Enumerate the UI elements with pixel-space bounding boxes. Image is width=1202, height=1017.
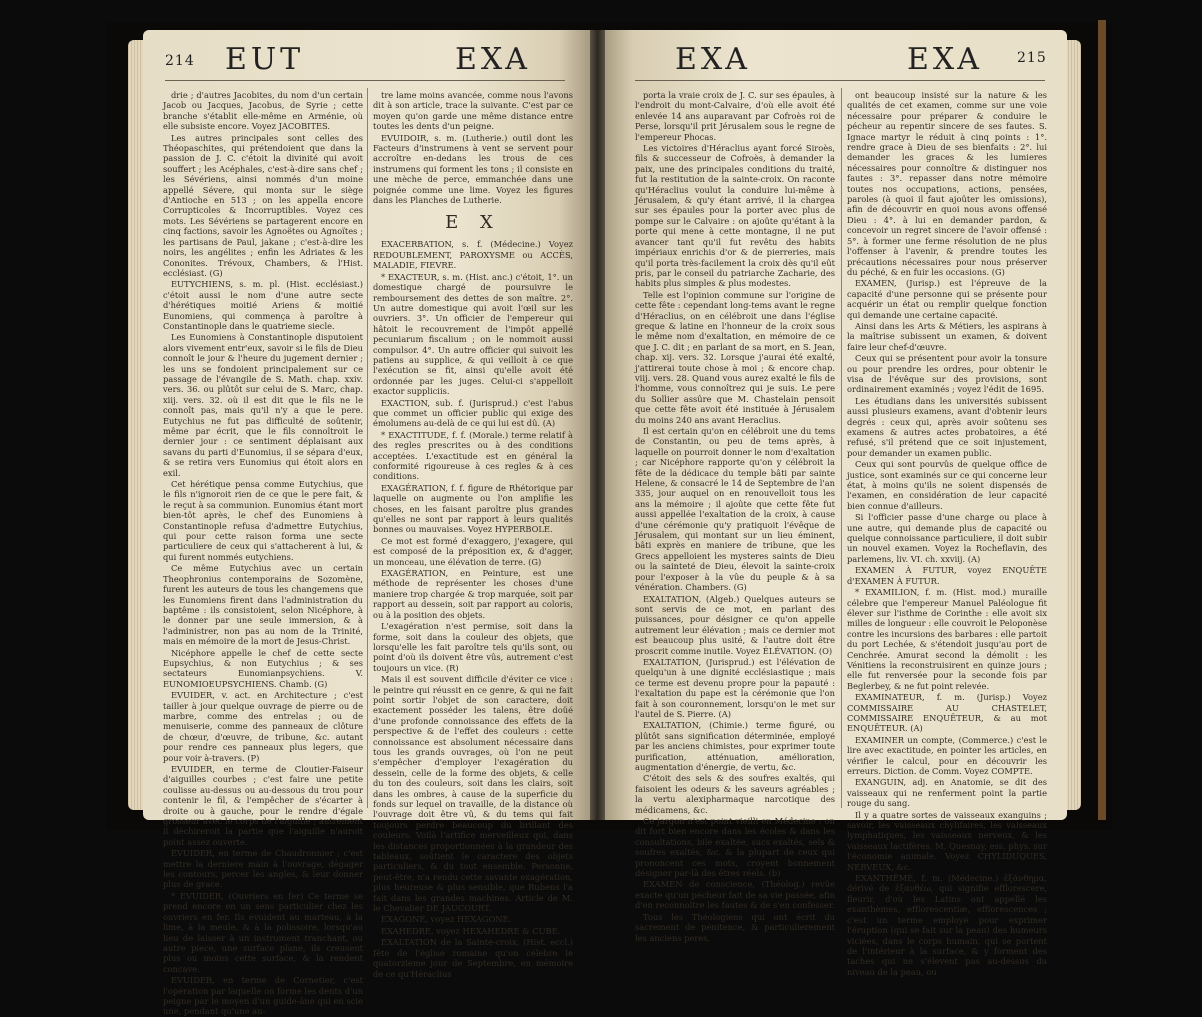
left-column-2 [373,90,573,979]
paragraph: EXAMEN, (Jurisp.) est l'épreuve de la capacité d'une personne qui se présente pour acquérir un état ou remplir quelque fonction qui demande une certaine capacité. [847,278,1047,320]
left-head-word-2: EXA [455,42,531,77]
left-head-word-1: EUT [225,42,305,77]
paragraph: EXAMINER un compte, (Commerce.) c'est le lire avec exactitude, en pointer les articles, en vérifier le calcul, pour en découvrir les erreurs. Diction. de Comm. Voyez COMPTE. [847,734,1047,776]
paragraph: Ainsi dans les Arts & Métiers, les aspirans à la maîtrise subissent un examen, & doivent faire leur chef-d'œuvre. [847,320,1047,352]
paragraph: Les autres principales sont celles des Théopaschites, qui prétendoient que dans la passion de J. C. c'étoit la divinité qui avoit souffert ; les Acéphales, c'est-à-dire sans chef ; les Sévériens, ainsi nommés d'un moine appellé Sévere, qui monta sur le siège d'Antioche en 513 ; on les appella encore Corrupticoles & Incorruptibles. Voyez ces mots. Les Sévériens se partagerent encore en cinq factions, savoir les Agnoëtes ou Agnoïtes ; les partisans de Paul, jakane ; c'est-à-dire les noirs, les angélites ; enfin les Adriates & les Cononites. Trévoux, Chambers, & l'Hist. ecclésiast. (G) [163,132,363,278]
paragraph: EXAGONE, voyez HEXAGONE. [381,914,512,925]
paragraph: EXACTION, sub. f. (Jurisprud.) c'est l'abus que commet un officier public qui exige des émolumens au-delà de ce qui lui est dû. (A) [373,397,573,429]
paragraph: L'exagération n'est permise, soit dans la forme, soit dans la couleur des objets, que lorsqu'elle les fait paroître tels qu'ils sont, ou point d'où ils doivent être vûs, autrement c'est toujours un vice. (R) [373,621,573,673]
right-page-edges [1065,40,1081,810]
paragraph: EXANTHÊME, f. m. (Médecine.) ἐξάνθημα, dérivé de ἐξανθέω, qui signifie efflorescere, fleurir, d'où les Latins ont appellé les exanthèmes, efflorescentiæ, efflorescences ; c'est un terme employé pour exprimer l'éruption (qui se fait sur la peau) des humeurs viciées, dans le corps humain, qui se portent de l'intérieur à la surface, & y forment des taches qui ne s'élevent pas au-dessus du niveau de la peau, ou [847,873,1047,977]
paragraph: EXAGÉRATION, en Peinture, est une méthode de représenter les choses d'une maniere trop chargée & trop marquée, soit par rapport au dessein, soit par rapport au coloris, ou à la position des objets. [373,568,573,620]
right-running-head [635,42,1047,77]
paragraph: Telle est l'opinion commune sur l'origine de cette fête : cependant long-tems avant le regne d'Héraclius, on en célébroit une dans l'église greque & latine en l'honneur de la croix sous le même nom d'exaltation, en mémoire de ce que J. C. dit ; en parlant de sa mort, en S. Jean, chap. xij. vers. 32. Lorsque j'aurai été exalté, j'attirerai toute chose à moi ; & encore chap. viij. vers. 28. Quand vous aurez exalté le fils de l'homme, vous connoîtrez qui je suis. Le pere du Sollier assûre que M. Chastelain pensoit que cette fête avoit été instituée à Jérusalem du moins 240 ans avant Heraclius. [635,289,835,425]
left-page [143,30,590,1017]
paragraph: EVUIDER, en terme de Cornetier, c'est l'opération par laquelle on forme les dents d'un peigne par le moyen d'un guide-âne qui en scie une, pendant qu'une au- [163,975,363,1017]
right-column-1 [635,90,835,943]
left-head-rule [165,80,565,81]
paragraph: EXAMEN À FUTUR, voyez ENQUÊTE d'EXAMEN À FUTUR. [847,565,1047,586]
right-head-word-2: EXA [907,42,983,77]
paragraph: EXALTATION, (Chimie.) terme figuré, ou plûtôt sans signification déterminée, employé par les anciens chimistes, pour exprimer toute purification, atténuation, amélioration, augmentation d'énergie, de vertu, &c. [635,720,835,772]
paragraph: drie ; d'autres Jacobites, du nom d'un certain Jacob ou Jacques, Jacobus, de Syrie ; cette branche s'établit elle-même en Arménie, où elle subsiste encore. Voyez JACOBITES. [163,90,363,132]
paragraph: EVUIDER, en terme de Cloutier-Faiseur d'aiguilles courbes ; c'est faire une petite coulisse au-dessus ou au-dessous du trou pour contenir le fil, & l'empêcher de s'écarter à droite ou à gauche, pour le rendre d'égale grosseur avec le corps de l'aiguille ; autrement il déchireroit la partie que l'aiguille n'auroit point assez ouverte. [163,764,363,847]
paragraph: Il est certain qu'on en célébroit une du tems de Constantin, ou peu de tems après, à laquelle on pourroit donner le nom d'exaltation ; car Nicéphore rapporte qu'on y célébroit la fête de la dédicace du temple bâti par sainte Helene, & consacré le 14 de Septembre de l'an 335, jour auquel on en renouvelloit tous les ans la mémoire ; il ajoûte que cette fête fut aussi appellée l'exaltation de la croix, à cause d'une cérémonie qu'y pratiquoit l'évêque de Jérusalem, qui montant sur un lieu éminent, bâti exprès en maniere de tribune, que les Grecs appelloient les mysteres saints de Dieu ou la sainteté de Dieu, élevoit la sainte-croix pour l'exposer à la vûe du peuple & à sa vénération. Chambers. (G) [635,426,835,593]
paragraph: * EXAMILION, f. m. (Hist. mod.) muraille célebre que l'empereur Manuel Paléologue fit élever sur l'isthme de Corinthe : elle avoit six milles de longueur : elle couvroit le Peloponèse contre les incursions des barbares : elle partoit du port Lechée, & s'étendoit jusqu'au port de Cenchrée. Amurat second la démolit : les Vénitiens la reconstruisirent en quinze jours ; elle fut renversée pour la seconde fois par Beglerbey, & ne fut point relevée. [847,587,1047,691]
paragraph: EVUIDER, v. act. en Architecture ; c'est tailler à jour quelque ouvrage de pierre ou de marbre, comme des entrelas ; ou de menuiserie, comme des panneaux de clôture de chœur, d'œuvre, de tribune, &c. autant pour rendre ces panneaux plus legers, que pour voir à-travers. (P) [163,690,363,763]
left-running-head [165,42,565,77]
paragraph: EUTYCHIENS, s. m. pl. (Hist. ecclésiast.) c'étoit aussi le nom d'une autre secte d'hérétiques moitié Ariens & moitié Eunomiens, qui commença à paroître à Constantinople dans le quatrieme siecle. [163,279,363,331]
paragraph: Ce même Eutychius avec un certain Theophronius contemporains de Sozomène, furent les auteurs de tous les changemens que les Eunomiens firent dans l'administration du baptême : ils consistoient, selon Nicéphore, à le donner par une seule immersion, & à l'administrer, non pas au nom de la Trinité, mais en mémoire de la mort de Jesus-Christ. [163,563,363,647]
right-page-number: 215 [1017,50,1047,66]
right-head-rule [635,80,1045,81]
paragraph: EVUIDOIR, s. m. (Lutherie.) outil dont les Facteurs d'instrumens à vent se servent pour accroître en-dedans les trous de ces instrumens qui forment les tons ; il consiste en une mèche de perce, emmanchée dans une poignée comme une lime. Voyez les figures dans les Planches de Lutherie. [373,132,573,206]
paragraph: EXAMEN de conscience, (Théolog.) revûe exacte qu'un pécheur fait de sa vie passée, afin d'en reconnoître les fautes & de s'en confesser. [635,879,835,911]
paragraph: Mais il est souvent difficile d'éviter ce vice : le peintre qui réussit en ce genre, & qui ne fait point sortir l'objet de son caractere, doit exactement posséder les talens, être doüé d'une profonde connoissance des effets de la perspective & de l'effet des couleurs : cette connoissance est absolument nécessaire dans tous les grands ouvrages, où l'on ne peut s'empêcher d'employer l'exagération du dessein, celle de la forme des objets, & celle du ton des couleurs, soit dans les clairs, soit dans les ombres, à cause de la superficie du fonds sur lequel on travaille, de la distance où l'ouvrage doit être vû, & du tems qui fait toujours perdre beaucoup du brillant des couleurs. Voilà l'artifice merveilleux qui, dans les distances proportionnées à la grandeur des tableaux, soûtient le caractere des objets particuliers, & du tout ensemble. Personne, peut-être, n'a rendu cette savante exagération, plus heureuse & plus sensible, que Rubens l'a fait dans les grandes machines. Article de M. le Chevalier DE JAUCOURT. [373,674,573,914]
paragraph: porta la vraie croix de J. C. sur ses épaules, à l'endroit du mont-Calvaire, d'où elle avoit été enlevée 14 ans auparavant par Cofroès roi de Perse, lorsqu'il prit Jérusalem sous le regne de l'empereur Phocas. [635,90,835,142]
paragraph: Ce mot est formé d'exaggero, j'exagere, qui est composé de la préposition ex, & d'agger, un monceau, une élévation de terre. (G) [373,535,573,567]
paragraph: EXALTATION, (Algeb.) Quelques auteurs se sont servis de ce mot, en parlant des puissances, pour désigner ce qu'on appelle autrement leur élévation ; mais ce dernier mot est beaucoup plus usité, & l'autre doit être proscrit comme inutile. Voyez ÉLÉVATION. (O) [635,593,835,656]
left-column-2-bottom [373,239,573,978]
paragraph: * EXACTEUR, s. m. (Hist. anc.) c'étoit, 1°. un domestique chargé de poursuivre le remboursement des dettes de son maître. 2°. Un autre domestique qui avoit l'œil sur les ouvriers. 3°. Un officier de l'empereur qui hâtoit le recouvrement de l'impôt appellé pecuniarum fiscalium ; on le nommoit aussi compulsor. 4°. Un autre officier qui suivoit les patiens au supplice, & qui veilloit à ce que l'exécution se fit, ainsi qu'elle avoit été ordonnée par les juges. Celui-ci s'appelloit exactor suppliciis. [373,271,573,397]
paragraph: EXAGÉRATION, f. f. figure de Rhétorique par laquelle on augmente ou l'on amplifie les choses, en les faisant paroître plus grandes qu'elles ne sont par rapport à leurs qualités bonnes ou mauvaises. Voyez HYPERBOLE. [373,482,573,535]
paragraph: Si l'officier passe d'une charge ou place à une autre, qui demande plus de capacité ou quelque connoissance particuliere, il doit subir un nouvel examen. Voyez la Rocheflavin, des parlemens, liv. VI. ch. xxviij. (A) [847,512,1047,564]
section-heading-ex: E X [445,212,501,234]
paragraph: Ceux qui sont pourvûs de quelque office de justice, sont examinés sur ce qui concerne leur état, à moins qu'ils ne soient dispensés de l'examen, en considération de leur capacité bien connue d'ailleurs. [847,459,1047,511]
paragraph: * EXACTITUDE, f. f. (Morale.) terme relatif à des regles prescrites ou à des conditions acceptées. L'exactitude est en général la conformité rigoureuse à ces regles & à ces conditions. [373,429,573,482]
paragraph: EXACERBATION, s. f. (Médecine.) Voyez REDOUBLEMENT, PAROXYSME ou ACCÈS, MALADIE, FIEVRE. [373,239,573,271]
book-gutter [590,30,605,820]
paragraph: Il y a quatre sortes de vaisseaux exanguins ; savoir, les vaisseaux chylifaires, les vaisseaux lymphatiques, les vaisseaux nerveux, & les vaisseaux lactifères. M. Quesnay, ess. phys. sur l'économie animale. Voyez CHYLIDUQUES, NERVEUX, &c. [847,809,1047,872]
right-page [605,30,1067,977]
paragraph: EXALTATION de la Sainte-croix, (Hist. eccl.) fête de l'église romaine qu'on célebre le quatorzieme jour de Septembre, en mémoire de ce qu'Héraclius [373,937,573,979]
paragraph: tre lame moins avancée, comme nous l'avons dit à son article, trace la suivante. C'est par ce moyen qu'on garde une même distance entre toutes les dents d'un peigne. [373,90,573,132]
book-binding [1098,20,1106,820]
paragraph: * EVUIDER, (Ouvriers en fer) Ce terme se prend encore en un sens particulier chez les ouvriers en fer. Ils évuident au marteau, à la lime, à la meule, & à la polissoire, lorsqu'au lieu de laisser à un instrument tranchant, ou autre piece, une surface plane, ils creusent plus ou moins cette surface, & la rendent concave. [163,890,363,974]
paragraph: Tous les Théologiens qui ont écrit du sacrement de pénitence, & particulierement les anciens peres, [635,911,835,943]
paragraph: ont beaucoup insisté sur la nature & les qualités de cet examen, comme sur une voie nécessaire pour préparer & conduire le pécheur au repentir sincere de ses fautes. S. Ignace martyr le réduit à cinq points : 1°. rendre grace à Dieu de ses bienfaits : 2°. lui demander les graces & les lumieres nécessaires pour connoître & distinguer nos fautes : 3°. repasser dans notre mémoire toutes nos occupations, actions, pensées, paroles (à quoi il faut ajoûter les omissions), afin de découvrir en quoi nous avons offensé Dieu : 4°. à lui en demander pardon, & concevoir un regret sincere de l'avoir offensé : 5°. à former une ferme résolution de ne plus l'offenser à l'avenir, & prendre toutes les précautions nécessaires pour nous préserver du péché, & en fuir les occasions. (G) [847,90,1047,277]
paragraph: Les étudians dans les universités subissent aussi plusieurs examens, avant d'obtenir leurs degrés : ceux qui, après avoir soûtenu ses examens & autres actes probatoires, a été refusé, s'il prétend que ce soit injustement, pour demander un examen public. [847,395,1047,458]
right-head-word-1: EXA [675,42,751,77]
left-column-divider [367,88,368,808]
paragraph: Nicéphore appelle le chef de cette secte Eupsychius, & non Eutychius ; & ses sectateurs Eunomianpsychiens. V. EUNOMIOEUPSYCHIENS. Chamb. (G) [163,647,363,689]
paragraph: Les Eunomiens à Constantinople disputoient alors vivement entr'eux, savoir si le fils de Dieu connoît le jour & l'heure du jugement dernier ; les uns se fondoient principalement sur ce passage de l'évangile de S. Math. chap. xxiv. vers. 36. ou plûtôt sur celui de S. Marc, chap. xiij. vers. 32. où il est dit que le fils ne le connoît pas, mais qu'il n'y a que le pere. Eutychius ne fut pas difficulté de soûtenir, même par écrit, que le fils connoîtroit le dernier jour : ce sentiment déplaisant aux savans du parti d'Eunomius, il se sépara d'eux, & se retira vers Eunomius qui étoit alors en exil. [163,332,363,478]
right-column-2 [847,90,1047,977]
left-page-number: 214 [165,53,195,69]
right-column-divider [841,88,842,808]
paragraph: C'étoit des sels & des soufres exaltés, qui faisoient les odeurs & les saveurs agréables ; la vertu alexipharmaque narcotique des médicamens, &c. [635,773,835,815]
paragraph: EXANGUIN, adj. en Anatomie, se dit des vaisseaux qui ne renferment point la partie rouge du sang. [847,777,1047,809]
left-column-1 [163,90,363,1017]
paragraph: EXAHEDRE, voyez HEXAHEDRE & CUBE. [381,925,561,936]
paragraph: EXAMINATEUR, f. m. (Jurisp.) Voyez COMMISSAIRE AU CHASTELET, COMMISSAIRE ENQUÊTEUR, & au mot ENQUÊTEUR. (A) [847,692,1047,734]
paragraph: EVUIDER, en terme de Chaudronnier ; c'est mettre la derniere main à l'ouvrage, dégager les contours, percer les angles, & leur donner plus de grace. [163,848,363,890]
paragraph: Les victoires d'Héraclius ayant forcé Siroès, fils & successeur de Cofroès, à demander la paix, une des principales conditions du traité, fut la restitution de la sainte-croix. On raconte qu'Héraclius voulut la conduire lui-même à Jérusalem, & qu'y étant arrivé, il la chargea sur ses épaules pour la porter avec plus de pompe sur le Calvaire : on ajoûte qu'étant à la porte qui mene à cette montagne, il ne put avancer tant qu'il fut revêtu des habits impériaux enrichis d'or & de pierreries, mais qu'il porta très-facilement la croix dès qu'il eût pris, par le conseil du patriarche Zacharie, des habits plus simples & plus modestes. [635,143,835,289]
paragraph: Ceux qui se présentent pour avoir la tonsure ou pour prendre les ordres, pour obtenir le visa de l'évêque sur des provisions, sont ordinairement examinés ; voyez l'édit de 1695. [847,353,1047,395]
paragraph: EXALTATION, (Jurisprud.) est l'élévation de quelqu'un à une dignité ecclésiastique ; mais ce terme est devenu propre pour la papauté : l'exaltation du pape est la cérémonie que l'on fait à son couronnement, lorsqu'on le met sur l'autel de S. Pierre. (A) [635,656,835,719]
paragraph: Ce jargon n'est point vieilli en Médecine : on dit fort bien encore dans les écoles & dans les consultations, bile exaltée, sucs exaltés, sels & soufres exaltés, &c. & la plupart de ceux qui prononcent ces mots, croyent bonnement désigner par-là des êtres réels. (b) [635,816,835,879]
paragraph: Cet hérétique pensa comme Eutychius, que le fils n'ignoroit rien de ce que le pere fait, & le reçut à sa communion. Eunomius étant mort bien-tôt après, le chef des Eunomiens à Constantinople refusa d'admettre Eutychius, qui pour cette raison forma une secte particuliere de ceux qui s'attacherent à lui, & qui furent nommés eutychiens. [163,479,363,562]
left-column-2-top [373,90,573,205]
